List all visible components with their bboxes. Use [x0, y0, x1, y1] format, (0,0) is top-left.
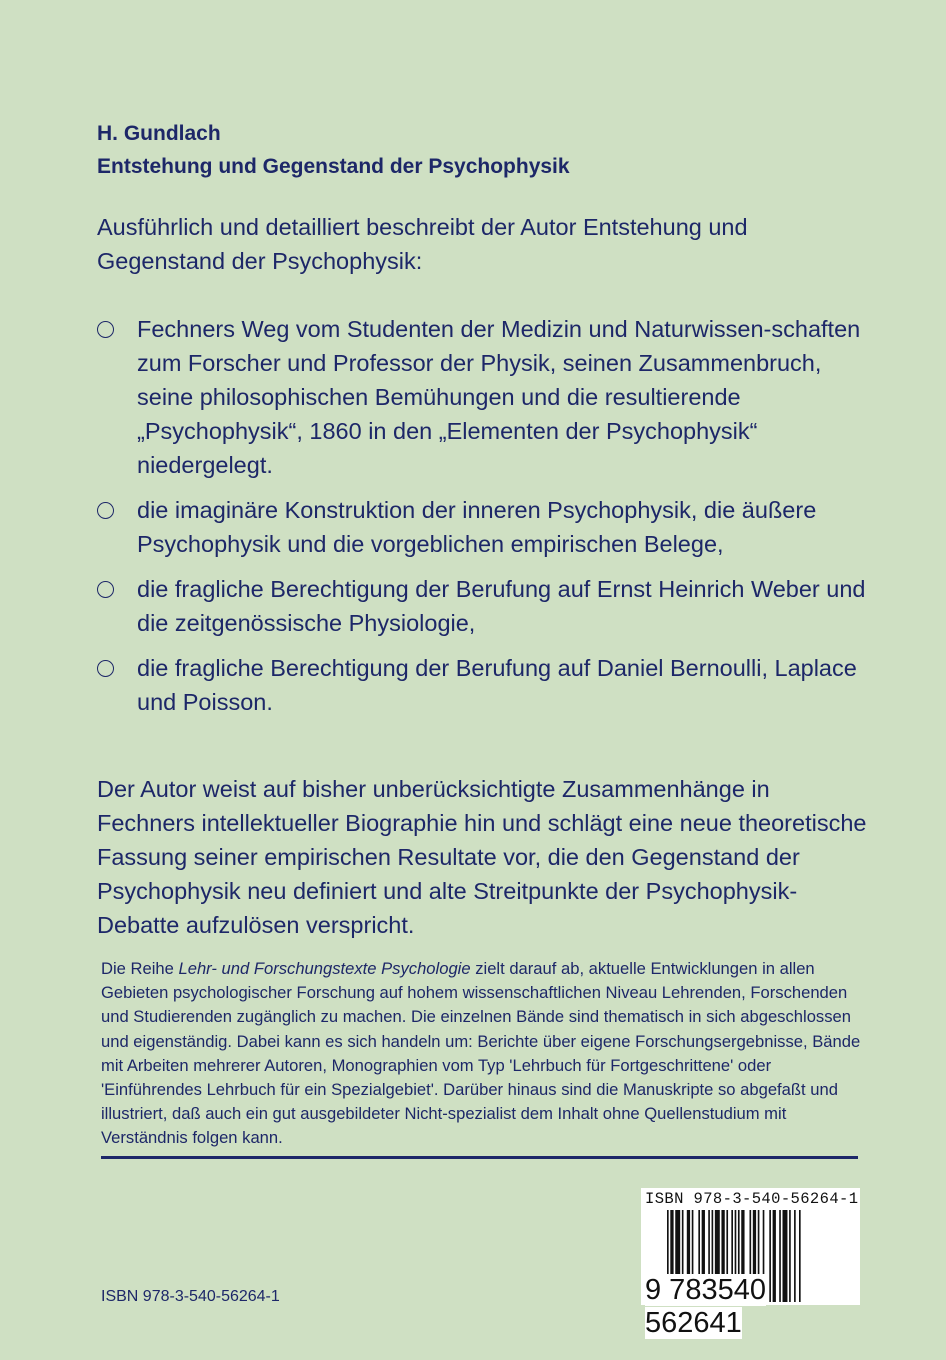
circle-bullet-icon [97, 502, 114, 519]
list-item-text: Fechners Weg vom Studenten der Medizin und Naturwissen-schaften zum Forscher und Professor der Physik, seinen Zusammenbruch, seine philosophischen Bemühungen und die resultierende „Psychophysik“, 1860 in den „Elementen der Psychophysik“ niedergelegt. [137, 316, 861, 478]
list-item-text: die fragliche Berechtigung der Berufung auf Ernst Heinrich Weber und die zeitgenössische Physiologie, [137, 576, 866, 636]
book-heading [97, 117, 570, 183]
circle-bullet-icon [97, 581, 114, 598]
circle-bullet-icon [97, 321, 114, 338]
list-item [97, 651, 867, 719]
series-description [101, 957, 861, 1151]
series-text: zielt darauf ab, aktuelle Entwicklungen in allen Gebieten psychologischer Forschung auf hohem wissenschaftlichen Niveau Lehrenden, Forschenden und Studierenden zugänglich zu machen. Die einzelnen Bände sind thematisch in sich abgeschlossen und eigenständig. Dabei kann es sich handeln um: Berichte über eigene Forschungsergebnisse, Bände mit Arbeiten mehrerer Autoren, Monographien vom Typ 'Lehrbuch für Fortgeschrittene' oder 'Einführendes Lehrbuch für ein Spezialgebiet'. Darüber hinaus sind die Manuskripte so abgefaßt und illustriert, daß auch ein gut ausgebildeter Nicht-spezialist dem Inhalt ohne Quellenstudium mit Verständnis folgen kann. [101, 959, 861, 1148]
barcode-digits-text: 9 783540 562641 [645, 1274, 766, 1339]
list-item-text: die imaginäre Konstruktion der inneren Psychophysik, die äußere Psychophysik und die vorgeblichen empirischen Belege, [137, 497, 817, 557]
barcode-isbn: ISBN 978-3-540-56264-1 [645, 1190, 859, 1208]
author-name: H. Gundlach [97, 122, 221, 145]
list-item [97, 572, 867, 640]
barcode-digits [645, 1274, 860, 1340]
divider [101, 1156, 858, 1159]
barcode [641, 1188, 860, 1339]
list-item-text: die fragliche Berechtigung der Berufung auf Daniel Bernoulli, Laplace und Poisson. [137, 655, 857, 715]
topic-list [97, 312, 867, 730]
book-title: Entstehung und Gegenstand der Psychophysik [97, 155, 570, 178]
isbn-text: ISBN 978-3-540-56264-1 [101, 1288, 280, 1305]
summary-paragraph: Der Autor weist auf bisher unberücksichtigte Zusammenhänge in Fechners intellektueller Biographie hin und schlägt eine neue theoretische Fassung seiner empirischen Resultate vor, die den Gegenstand der Psychophysik neu definiert und alte Streitpunkte der Psychophysik-Debatte aufzulösen verspricht. [97, 776, 867, 938]
list-item [97, 312, 867, 482]
intro-paragraph: Ausführlich und detailliert beschreibt der Autor Entstehung und Gegenstand der Psychophysik: [97, 214, 748, 274]
circle-bullet-icon [97, 660, 114, 677]
series-name: Lehr- und Forschungstexte Psychologie [178, 959, 471, 978]
list-item [97, 493, 867, 561]
series-prefix: Die Reihe [101, 959, 179, 978]
